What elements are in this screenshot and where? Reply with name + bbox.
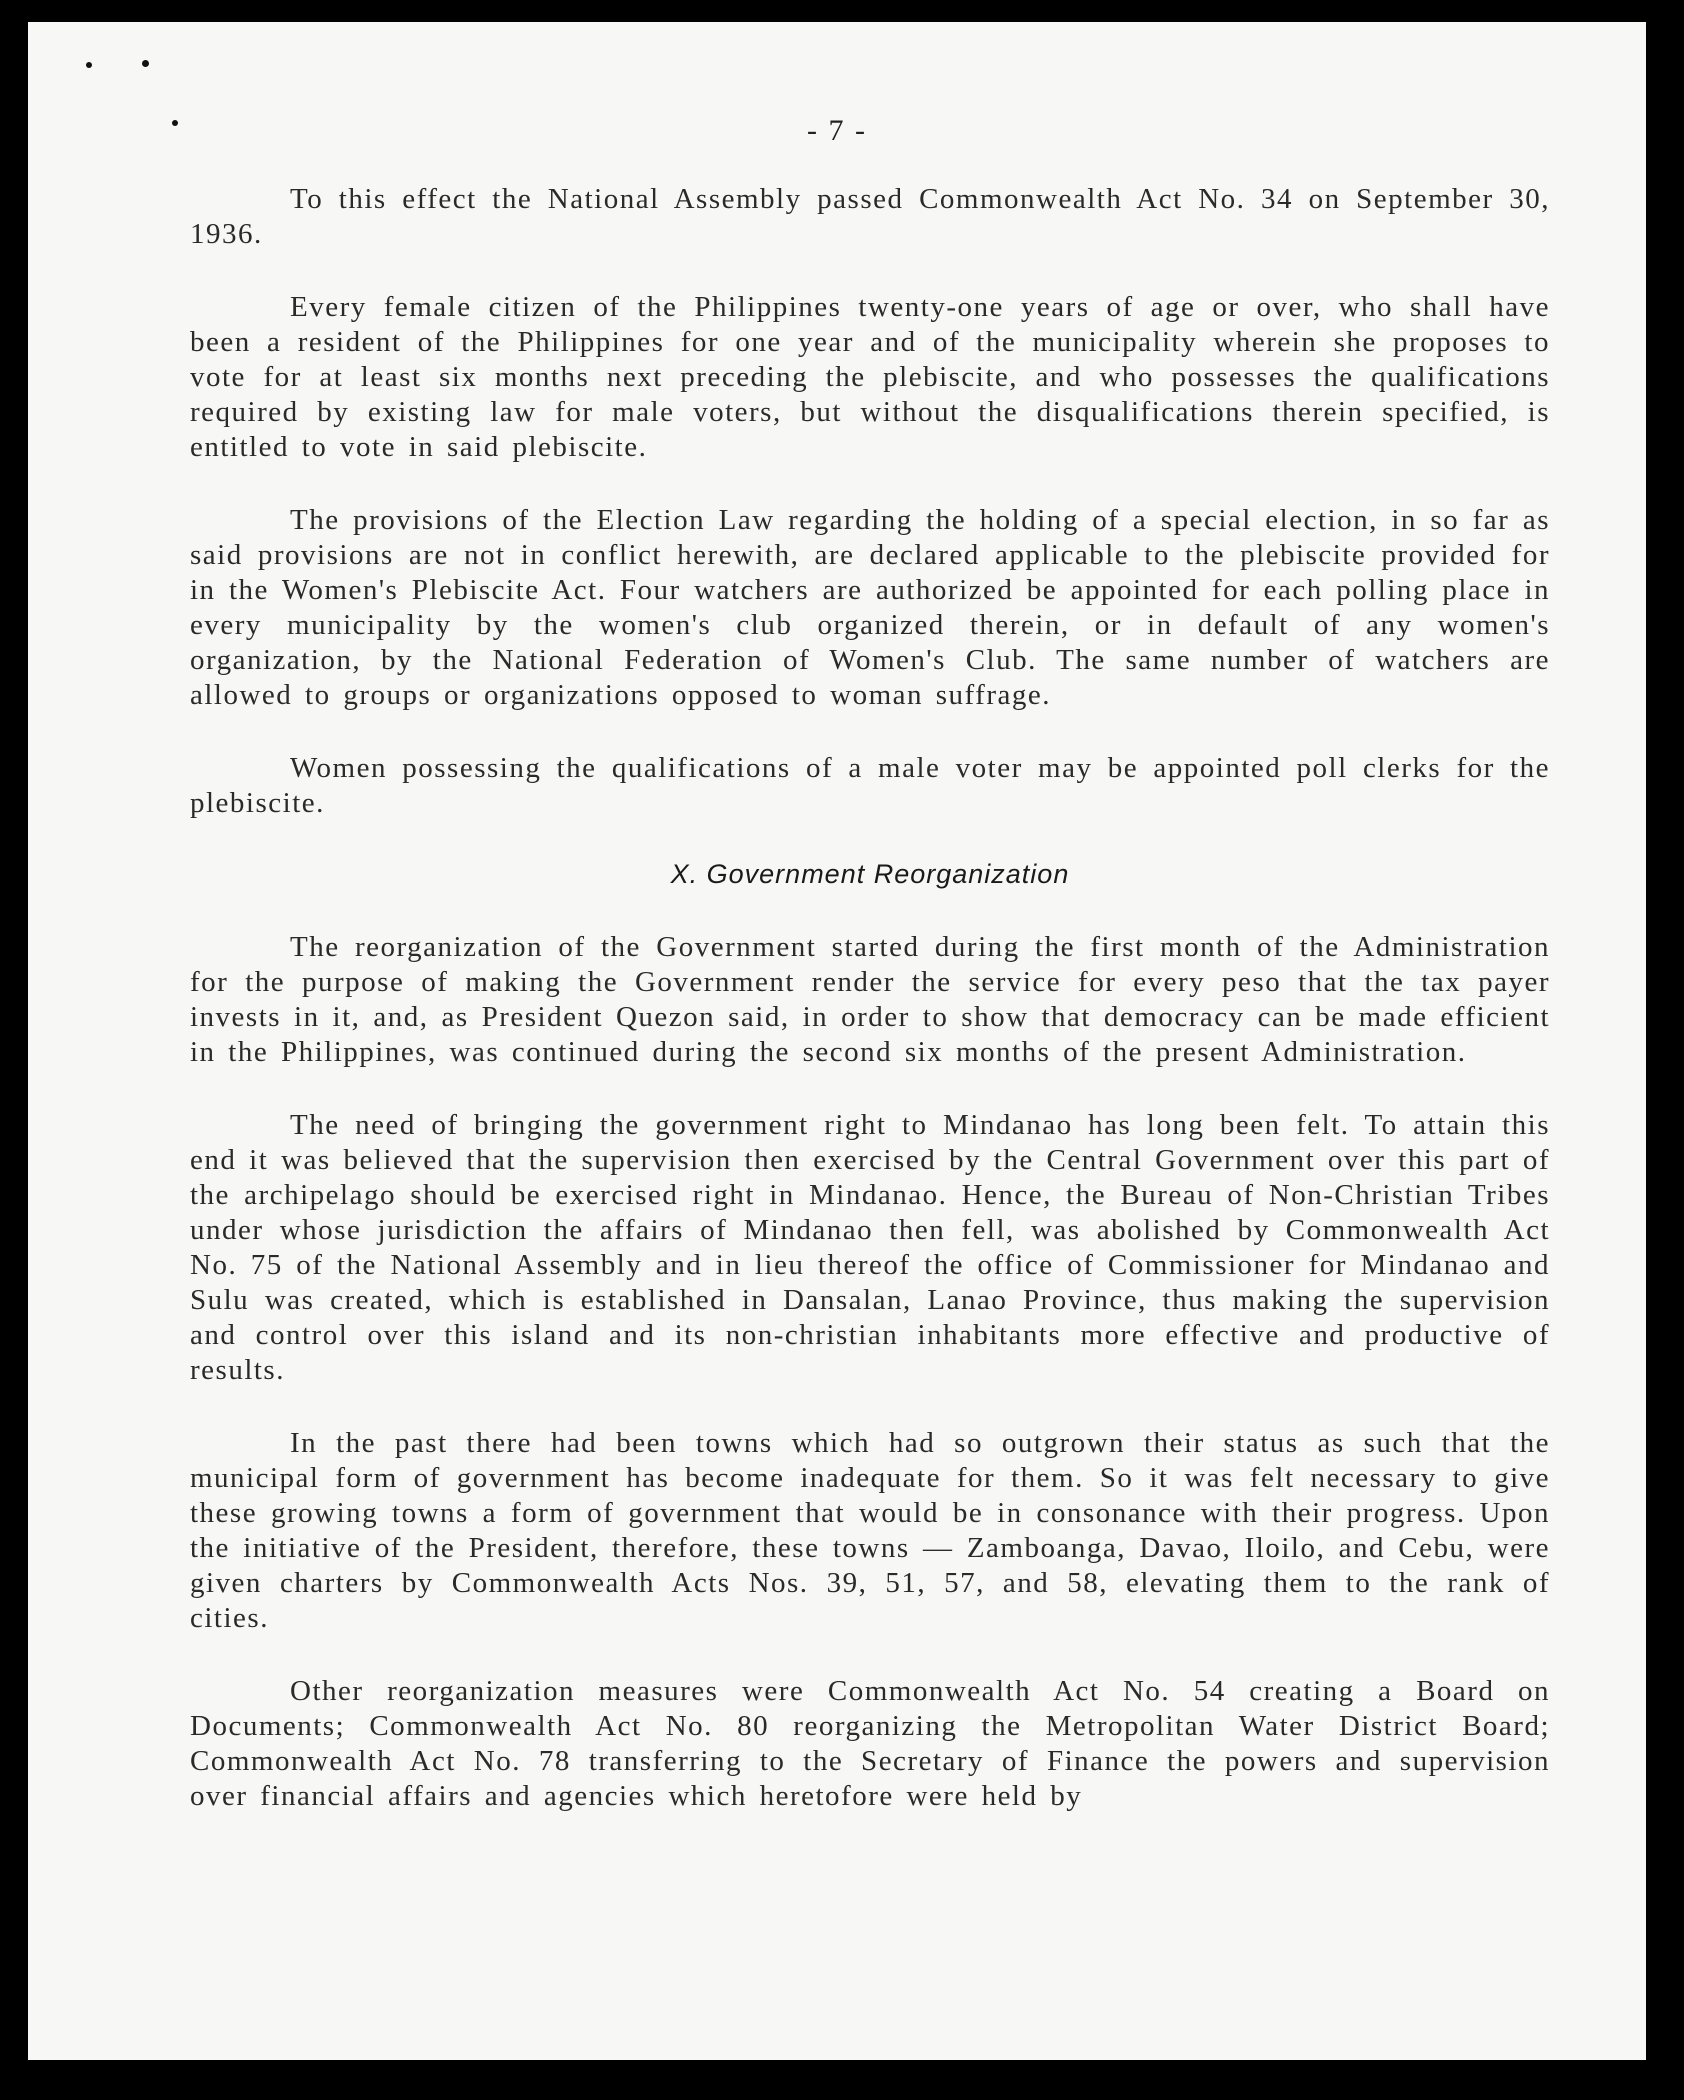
paragraph: The need of bringing the government right to Mindanao has long been felt. To attain this end it was believed that the supervision then exercised by the Central Government over this part of the archipelago should be exercised right in Mindanao. Hence, the Bureau of Non-Christian Tribes under whose jurisdiction the affairs of Mindanao then fell, was abolished by Commonwealth Act No. 75 of the National Assembly and in lieu thereof the office of Commissioner for Mindanao and Sulu was created, which is established in Dansalan, Lanao Province, thus making the supervision and control over this island and its non-christian inhabitants more effective and productive of results.: [190, 1109, 1550, 1386]
document-body: [190, 182, 1550, 1852]
paragraph: In the past there had been towns which had so outgrown their status as such that the municipal form of government has become inadequate for them. So it was felt necessary to give these growing towns a form of government that would be in consonance with their progress. Upon the initiative of the President, therefore, these towns — Zamboanga, Davao, Iloilo, and Cebu, were given charters by Commonwealth Acts Nos. 39, 51, 57, and 58, elevating them to the rank of cities.: [190, 1427, 1550, 1634]
page-number: - 7 -: [807, 114, 867, 147]
paragraph: The reorganization of the Government started during the first month of the Administration for the purpose of making the Government render the service for every peso that the tax payer invests in it, and, as President Quezon said, in order to show that democracy can be made efficient in the Philippines, was continued during the second six months of the present Administration.: [190, 931, 1550, 1068]
paragraph: To this effect the National Assembly passed Commonwealth Act No. 34 on September 30, 1936.: [190, 183, 1550, 250]
section-heading: X. Government Reorganization: [670, 859, 1070, 889]
paragraph: Other reorganization measures were Commonwealth Act No. 54 creating a Board on Documents; Commonwealth Act No. 80 reorganizing the Metropolitan Water District Board; Commonwealth Act No. 78 transferring to the Secretary of Finance the powers and supervision over financial affairs and agencies which heretofore were held by: [190, 1675, 1550, 1812]
paragraph: Every female citizen of the Philippines twenty-one years of age or over, who shall have been a resident of the Philippines for one year and of the municipality wherein she proposes to vote for at least six months next preceding the plebiscite, and who possesses the qualifications required by existing law for male voters, but without the disqualifications therein specified, is entitled to vote in said plebiscite.: [190, 291, 1550, 463]
paragraph: The provisions of the Election Law regarding the holding of a special election, in so far as said provisions are not in conflict herewith, are declared applicable to the plebiscite provided for in the Women's Plebiscite Act. Four watchers are authorized be appointed for each polling place in every municipality by the women's club organized therein, or in default of any women's organization, by the National Federation of Women's Club. The same number of watchers are allowed to groups or organizations opposed to woman suffrage.: [190, 504, 1550, 711]
paragraph: Women possessing the qualifications of a male voter may be appointed poll clerks for the plebiscite.: [190, 752, 1550, 819]
ink-speck: [86, 62, 92, 68]
ink-speck: [142, 60, 149, 67]
document-page: [28, 22, 1646, 2060]
